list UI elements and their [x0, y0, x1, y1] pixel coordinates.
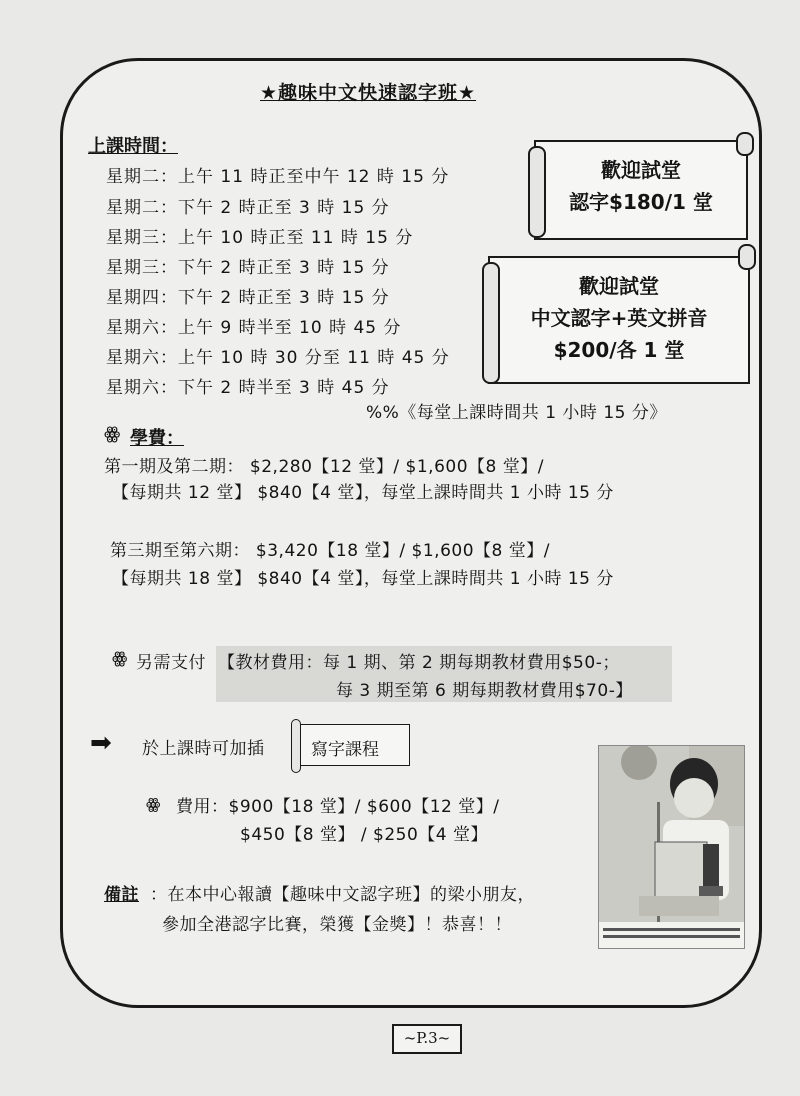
student-photo-illustration: [599, 746, 744, 948]
materials-line1: 【教材費用：每 1 期、第 2 期每期教材費用$50-；: [218, 653, 620, 673]
fees-heading: 學費：: [130, 428, 184, 449]
writing-fee-line2: $450【8 堂】 / $250【4 堂】: [240, 825, 489, 845]
writing-course-scroll: [296, 724, 410, 766]
schedule-row: 星期三：上午 10 時正至 11 時 15 分: [106, 228, 414, 248]
scroll-curl-icon: [738, 244, 756, 270]
decor-icon: ꙮ: [112, 648, 128, 667]
fees-period-1-line1: 第一期及第二期： $2,280【12 堂】/ $1,600【8 堂】/: [104, 457, 544, 477]
fees-period-1-line2: 【每期共 12 堂】 $840【4 堂】，每堂上課時間共 1 小時 15 分: [112, 483, 614, 503]
trial-2-line2: 中文認字+英文拼音: [530, 306, 708, 330]
fees-period-2-line1: 第三期至第六期： $3,420【18 堂】/ $1,600【8 堂】/: [110, 541, 550, 561]
scroll-curl-icon: [736, 132, 754, 156]
extra-label: 另需支付: [136, 653, 206, 673]
decor-icon: ꙮ: [146, 795, 161, 813]
trial-2-line3: $200/各 1 堂: [553, 338, 685, 362]
writing-fee-line1: 費用：$900【18 堂】/ $600【12 堂】/: [176, 797, 500, 817]
remark-label: 備註: [104, 885, 139, 905]
trial-1-line2: 認字$180/1 堂: [569, 190, 713, 214]
trial-scroll-1: [534, 140, 748, 240]
remark-line1: ：在本中心報讀【趣味中文認字班】的梁小朋友，: [150, 885, 535, 905]
decor-icon: ꙮ: [104, 424, 121, 444]
writing-lead: 於上課時可加插: [142, 739, 265, 759]
schedule-note: %%《每堂上課時間共 1 小時 15 分》: [366, 403, 667, 423]
writing-course-label: 寫字課程: [311, 740, 379, 760]
remark-line2: 參加全港認字比賽，榮獲【金獎】！恭喜！！: [162, 915, 512, 935]
arrow-icon: ➡: [90, 728, 112, 758]
schedule-row: 星期六：上午 10 時 30 分至 11 時 45 分: [106, 348, 450, 368]
page-number: ~P.3~: [403, 1029, 451, 1047]
trial-scroll-2: [488, 256, 750, 384]
fees-period-2-line2: 【每期共 18 堂】 $840【4 堂】，每堂上課時間共 1 小時 15 分: [112, 569, 614, 589]
schedule-row: 星期四：下午 2 時正至 3 時 15 分: [106, 288, 390, 308]
schedule-row: 星期三：下午 2 時正至 3 時 15 分: [106, 258, 390, 278]
schedule-row: 星期六：下午 2 時半至 3 時 45 分: [106, 378, 390, 398]
materials-line2: 每 3 期至第 6 期每期教材費用$70-】: [336, 681, 633, 701]
schedule-row: 星期二：下午 2 時正至 3 時 15 分: [106, 198, 390, 218]
schedule-row: 星期六：上午 9 時半至 10 時 45 分: [106, 318, 402, 338]
trial-1-line1: 歡迎試堂: [601, 158, 681, 182]
schedule-heading: 上課時間：: [88, 136, 178, 157]
trial-2-line1: 歡迎試堂: [579, 274, 659, 298]
scroll-roll-icon: [291, 719, 301, 773]
page-number-box: [392, 1024, 462, 1054]
schedule-row: 星期二：上午 11 時正至中午 12 時 15 分: [106, 167, 450, 187]
page-title: ★趣味中文快速認字班★: [260, 82, 477, 104]
student-award-photo: [598, 745, 745, 949]
